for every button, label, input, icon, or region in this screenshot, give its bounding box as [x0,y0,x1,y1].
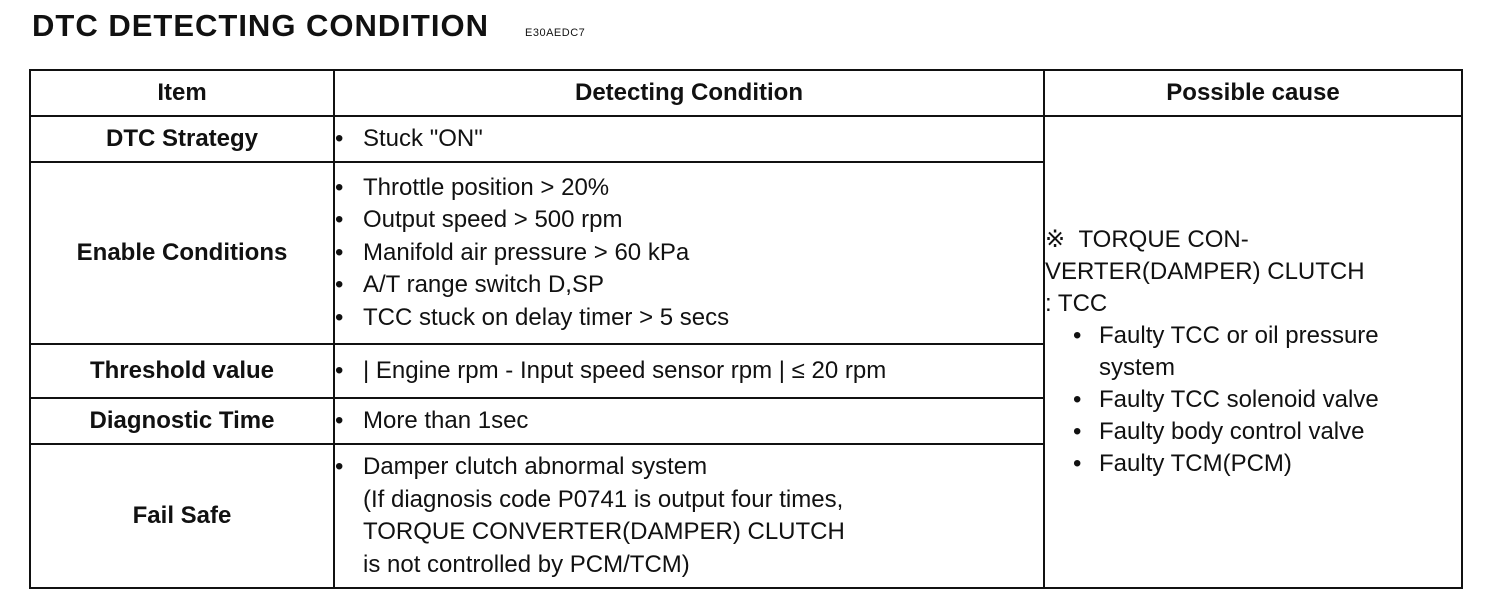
bullet-icon: • [335,303,344,331]
cause-heading-line: VERTER(DAMPER) CLUTCH [1045,258,1365,285]
list-item: • Faulty TCM(PCM) [1073,448,1461,480]
cause-list [1045,320,1461,480]
bullet-icon: • [1073,450,1082,477]
condition-threshold-value [334,344,1044,398]
bullet-icon: • [1073,386,1082,413]
condition-fail-safe [334,444,1044,588]
item-threshold-value: Threshold value [30,344,334,398]
item-dtc-strategy: DTC Strategy [30,116,334,162]
list-item: • TCC stuck on delay timer > 5 secs [335,302,1043,335]
cause-heading-line: ※ TORQUE CON- [1045,226,1249,253]
condition-list [335,405,1043,438]
list-item: • Faulty body control valve [1073,416,1461,448]
item-enable-conditions: Enable Conditions [30,162,334,344]
bullet-icon: • [335,271,344,299]
condition-diagnostic-time [334,398,1044,444]
bullet-icon: • [335,238,344,266]
item-fail-safe: Fail Safe [30,444,334,588]
column-header-cause: Possible cause [1044,70,1462,116]
list-item: • Damper clutch abnormal system [335,451,1043,484]
bullet-icon: • [335,206,344,234]
list-item: • Faulty TCC or oil pressure system [1073,322,1379,381]
fail-safe-note-line: TORQUE CONVERTER(DAMPER) CLUTCH [363,518,845,545]
condition-dtc-strategy [334,116,1044,162]
list-item: • Output speed > 500 rpm [335,204,1043,237]
bullet-icon: • [335,356,344,384]
bullet-icon: • [335,124,344,152]
reference-mark-icon: ※ [1045,226,1066,253]
column-header-item: Item [30,70,334,116]
column-header-condition: Detecting Condition [334,70,1044,116]
bullet-icon: • [1073,322,1082,349]
list-item: • Manifold air pressure > 60 kPa [335,237,1043,270]
list-item: • A/T range switch D,SP [335,269,1043,302]
fail-safe-note-line: (If diagnosis code P0741 is output four times, [363,485,844,513]
list-item: • Faulty TCC solenoid valve [1073,384,1461,416]
condition-list [335,172,1043,335]
table-row-dtc-strategy [30,116,1462,162]
bullet-icon: • [1073,418,1082,445]
condition-list [335,451,1043,484]
condition-list [335,123,1043,156]
list-item: • | Engine rpm - Input speed sensor rpm | ≤ 20 rpm [335,355,1043,388]
cause-heading-line: : TCC [1045,290,1108,317]
bullet-icon: • [335,453,344,480]
page-title: DTC DETECTING CONDITION [32,8,489,43]
page-heading [32,8,585,44]
list-item: • Stuck "ON" [335,123,1043,156]
dtc-condition-table [29,69,1463,589]
fail-safe-note-line: is not controlled by PCM/TCM) [363,550,690,578]
condition-list [335,355,1043,388]
list-item: • More than 1sec [335,405,1043,438]
bullet-icon: • [335,173,344,201]
item-diagnostic-time: Diagnostic Time [30,398,334,444]
possible-cause-cell [1044,116,1462,588]
list-item: • Throttle position > 20% [335,172,1043,205]
document-code: E30AEDC7 [525,27,586,39]
condition-enable-conditions [334,162,1044,344]
table-header-row [30,70,1462,116]
bullet-icon: • [335,406,344,434]
